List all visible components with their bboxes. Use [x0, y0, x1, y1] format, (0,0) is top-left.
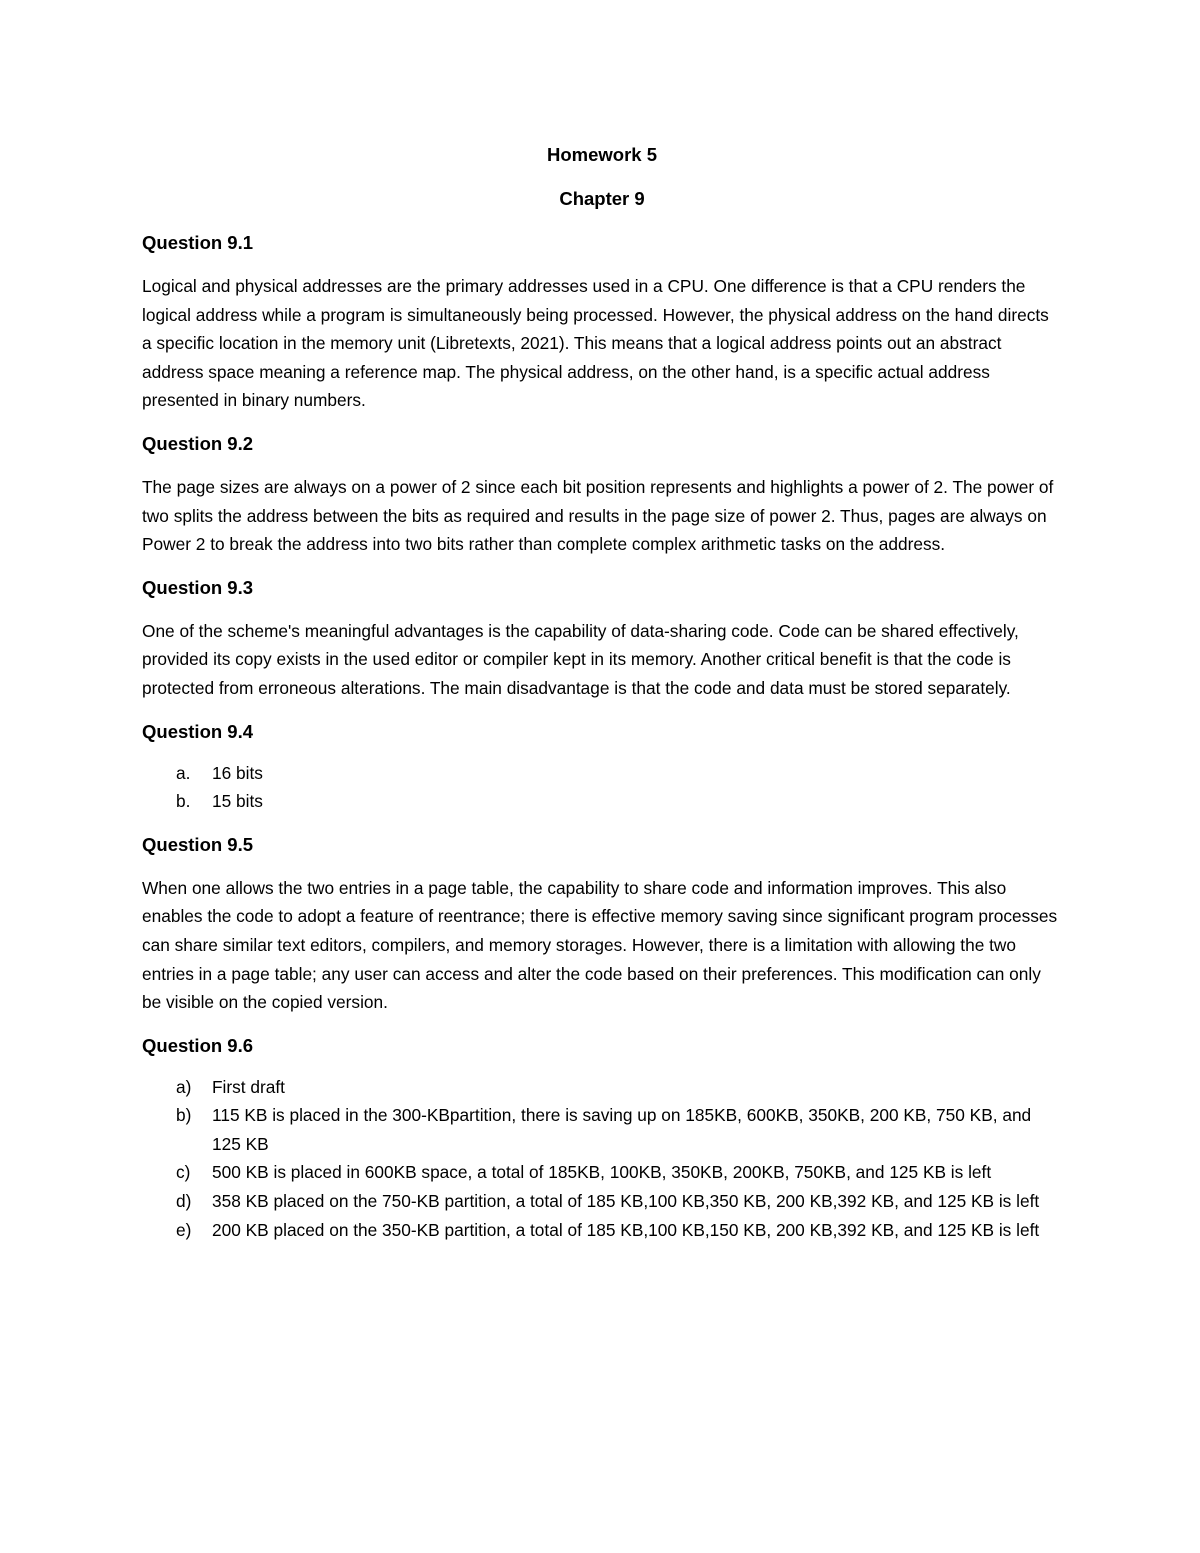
document-title: Homework 5 — [546, 144, 657, 165]
question-9-4-list — [142, 759, 1062, 816]
question-9-5-answer: When one allows the two entries in a page table, the capability to share code and information improves. This also enables the code to adopt a feature of reentrance; there is effective memory saving since significant program processes can share similar text editors, compilers, and memory storages. However, there is a limitation with allowing the two entries in a page table; any user can access and alter the code based on their preferences. This modification can only be visible on the copied version. — [142, 877, 1058, 1013]
question-9-2-heading: Question 9.2 — [142, 432, 254, 454]
question-9-2-answer: The page sizes are always on a power of 2 since each bit position represents and highlights a power of 2. The power of two splits the address between the bits as required and results in the page size of power 2. Thus, pages are always on Power 2 to break the address into two bits rather than complete complex arithmetic tasks on the address. — [142, 476, 1054, 555]
list-marker: a) — [176, 1076, 192, 1097]
chapter-title: Chapter 9 — [559, 188, 645, 209]
list-item — [142, 1158, 1062, 1187]
list-item-text: 200 KB placed on the 350-KB partition, a total of 185 KB,100 KB,150 KB, 200 KB,392 KB, and 125 KB is left — [212, 1219, 1040, 1240]
list-item — [142, 1216, 1062, 1245]
list-marker: e) — [176, 1219, 192, 1240]
list-item-text: 115 KB is placed in the 300-KBpartition, there is saving up on 185KB, 600KB, 350KB, 200 KB, 750 KB, and 125 KB — [212, 1105, 1032, 1154]
question-9-1-section — [142, 228, 1062, 415]
list-item — [142, 1073, 1062, 1102]
list-marker: c) — [176, 1162, 191, 1183]
list-item-text: 358 KB placed on the 750-KB partition, a total of 185 KB,100 KB,350 KB, 200 KB,392 KB, and 125 KB is left — [212, 1191, 1040, 1212]
list-item-text: First draft — [212, 1076, 285, 1097]
list-item-text: 16 bits — [212, 762, 263, 783]
question-9-6-list — [142, 1073, 1062, 1245]
list-item — [142, 1101, 1062, 1158]
question-9-6-heading: Question 9.6 — [142, 1034, 254, 1056]
question-9-5-section — [142, 830, 1062, 1017]
document-page — [142, 140, 1062, 1258]
list-marker: b. — [176, 791, 191, 812]
list-marker: b) — [176, 1105, 192, 1126]
question-9-4-section — [142, 717, 1062, 816]
question-9-6-section — [142, 1031, 1062, 1245]
question-9-3-section — [142, 573, 1062, 703]
question-9-3-heading: Question 9.3 — [142, 576, 254, 598]
list-item — [142, 759, 1062, 788]
question-9-5-heading: Question 9.5 — [142, 833, 254, 855]
list-item-text: 15 bits — [212, 791, 263, 812]
question-9-1-heading: Question 9.1 — [142, 232, 254, 253]
question-9-2-section — [142, 429, 1062, 559]
question-9-3-answer: One of the scheme's meaningful advantages is the capability of data-sharing code. Code can be shared effectively, provided its copy exists in the used editor or compiler kept in its memory. Another critical benefit is that the code is protected from erroneous alterations. The main disadvantage is that the code and data must be stored separately. — [142, 620, 1019, 698]
list-marker: d) — [176, 1191, 192, 1212]
list-item — [142, 787, 1062, 816]
list-marker: a. — [176, 762, 191, 783]
question-9-4-heading: Question 9.4 — [142, 720, 254, 742]
question-9-1-answer: Logical and physical addresses are the primary addresses used in a CPU. One difference is that a CPU renders the logical address while a program is simultaneously being processed. However, the physical address on the hand directs a specific location in the memory unit (Libretexts, 2021). This means that a logical address points out an abstract address space meaning a reference map. The physical address, on the other hand, is a specific actual address presented in binary numbers. — [142, 276, 1049, 411]
list-item — [142, 1187, 1062, 1216]
list-item-text: 500 KB is placed in 600KB space, a total of 185KB, 100KB, 350KB, 200KB, 750KB, and 125 KB is left — [212, 1162, 992, 1183]
